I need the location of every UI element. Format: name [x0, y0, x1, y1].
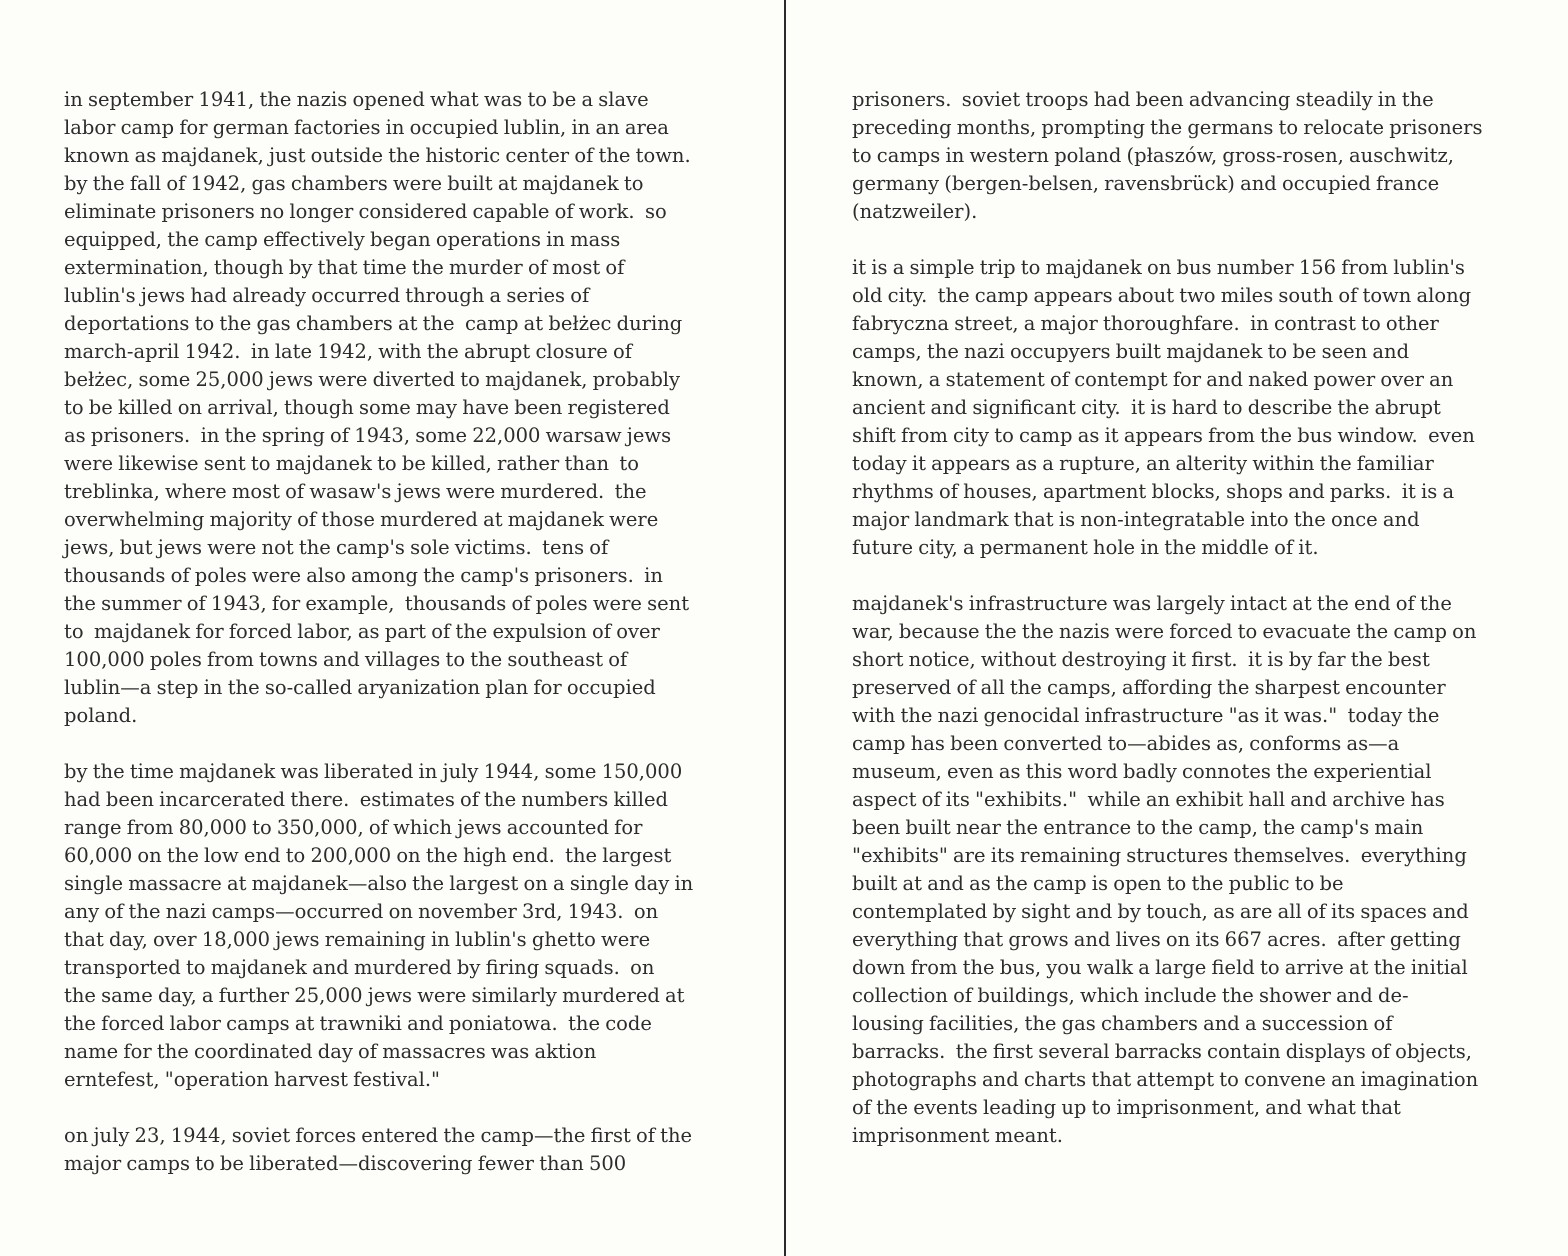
text-line: erntefest, "operation harvest festival." [64, 1068, 441, 1091]
text-line: 60,000 on the low end to 200,000 on the high end. the largest [64, 844, 672, 867]
text-line: any of the nazi camps—occurred on november 3rd, 1943. on [64, 900, 659, 923]
text-line: contemplated by sight and by touch, as are all of its spaces and [852, 900, 1469, 923]
text-line: labor camp for german factories in occupied lublin, in an area [64, 116, 669, 139]
text-line: in september 1941, the nazis opened what was to be a slave [64, 88, 649, 111]
text-line: range from 80,000 to 350,000, of which jews accounted for [64, 816, 643, 839]
text-line: short notice, without destroying it first. it is by far the best [852, 648, 1430, 671]
text-line: known as majdanek, just outside the historic center of the town. [64, 144, 691, 167]
text-line: to be killed on arrival, though some may have been registered [64, 396, 670, 419]
text-line: single massacre at majdanek—also the largest on a single day in [64, 872, 694, 895]
text-line: the same day, a further 25,000 jews were similarly murdered at [64, 984, 685, 1007]
text-line: "exhibits" are its remaining structures themselves. everything [852, 844, 1467, 867]
text-line: eliminate prisoners no longer considered capable of work. so [64, 200, 667, 223]
text-line: shift from city to camp as it appears from the bus window. even [852, 424, 1475, 447]
text-line: aspect of its "exhibits." while an exhibit hall and archive has [852, 788, 1445, 811]
text-line: by the time majdanek was liberated in july 1944, some 150,000 [64, 760, 683, 783]
text-line: known, a statement of contempt for and naked power over an [852, 368, 1454, 391]
text-line: camps, the nazi occupyers built majdanek to be seen and [852, 340, 1410, 363]
text-line: had been incarcerated there. estimates of the numbers killed [64, 788, 669, 811]
text-line: war, because the the nazis were forced to evacuate the camp on [852, 620, 1477, 643]
text-line: future city, a permanent hole in the middle of it. [852, 536, 1319, 559]
text-line: down from the bus, you walk a large field to arrive at the initial [852, 956, 1468, 979]
text-line: rhythms of houses, apartment blocks, shops and parks. it is a [852, 480, 1455, 503]
text-line: old city. the camp appears about two miles south of town along [852, 284, 1472, 307]
text-line: preceding months, prompting the germans to relocate prisoners [852, 116, 1483, 139]
text-line: thousands of poles were also among the camp's prisoners. in [64, 564, 663, 587]
text-line: jews, but jews were not the camp's sole victims. tens of [64, 536, 609, 559]
text-line: it is a simple trip to majdanek on bus number 156 from lublin's [852, 256, 1465, 279]
paragraph [852, 590, 1532, 1150]
text-line: lublin's jews had already occurred through a series of [64, 284, 590, 307]
paragraph-gap [64, 1094, 744, 1122]
paragraph-gap [852, 226, 1532, 254]
text-line: majdanek's infrastructure was largely intact at the end of the [852, 592, 1452, 615]
text-line: the summer of 1943, for example, thousands of poles were sent [64, 592, 690, 615]
text-line: photographs and charts that attempt to convene an imagination [852, 1068, 1479, 1091]
text-line: prisoners. soviet troops had been advancing steadily in the [852, 88, 1434, 111]
text-line: by the fall of 1942, gas chambers were built at majdanek to [64, 172, 644, 195]
text-line: preserved of all the camps, affording the sharpest encounter [852, 676, 1446, 699]
text-line: deportations to the gas chambers at the camp at bełżec during [64, 312, 683, 335]
paragraph [64, 86, 744, 730]
text-line: imprisonment meant. [852, 1124, 1063, 1147]
paragraph [852, 86, 1532, 226]
text-line: poland. [64, 704, 138, 727]
text-line: of the events leading up to imprisonment, and what that [852, 1096, 1401, 1119]
text-line: extermination, though by that time the murder of most of [64, 256, 625, 279]
text-line: lublin—a step in the so-called aryanization plan for occupied [64, 676, 656, 699]
text-line: overwhelming majority of those murdered at majdanek were [64, 508, 659, 531]
text-line: transported to majdanek and murdered by firing squads. on [64, 956, 655, 979]
text-line: (natzweiler). [852, 200, 978, 223]
paragraph [64, 758, 744, 1094]
text-line: ancient and significant city. it is hard to describe the abrupt [852, 396, 1441, 419]
text-line: major camps to be liberated—discovering fewer than 500 [64, 1152, 627, 1175]
text-line: bełżec, some 25,000 jews were diverted to majdanek, probably [64, 368, 681, 391]
text-line: march-april 1942. in late 1942, with the abrupt closure of [64, 340, 632, 363]
paragraph-gap [852, 562, 1532, 590]
text-line: to majdanek for forced labor, as part of the expulsion of over [64, 620, 660, 643]
text-line: barracks. the first several barracks contain displays of objects, [852, 1040, 1472, 1063]
page-divider [784, 0, 786, 1256]
text-line: major landmark that is non-integratable into the once and [852, 508, 1420, 531]
text-line: museum, even as this word badly connotes the experiential [852, 760, 1432, 783]
text-line: as prisoners. in the spring of 1943, some 22,000 warsaw jews [64, 424, 672, 447]
text-line: camp has been converted to—abides as, conforms as—a [852, 732, 1400, 755]
text-line: that day, over 18,000 jews remaining in lublin's ghetto were [64, 928, 651, 951]
paragraph-gap [64, 730, 744, 758]
text-line: everything that grows and lives on its 667 acres. after getting [852, 928, 1461, 951]
text-line: been built near the entrance to the camp, the camp's main [852, 816, 1424, 839]
text-line: treblinka, where most of wasaw's jews were murdered. the [64, 480, 647, 503]
text-line: to camps in western poland (płaszów, gross-rosen, auschwitz, [852, 144, 1454, 167]
paragraph [64, 1122, 744, 1178]
text-line: the forced labor camps at trawniki and poniatowa. the code [64, 1012, 652, 1035]
text-line: collection of buildings, which include the shower and de- [852, 984, 1409, 1007]
text-line: with the nazi genocidal infrastructure "as it was." today the [852, 704, 1440, 727]
text-line: on july 23, 1944, soviet forces entered the camp—the first of the [64, 1124, 693, 1147]
right-column [852, 86, 1532, 1150]
text-line: today it appears as a rupture, an alterity within the familiar [852, 452, 1434, 475]
text-line: were likewise sent to majdanek to be killed, rather than to [64, 452, 639, 475]
text-line: 100,000 poles from towns and villages to the southeast of [64, 648, 628, 671]
text-line: built at and as the camp is open to the public to be [852, 872, 1344, 895]
text-line: lousing facilities, the gas chambers and a succession of [852, 1012, 1393, 1035]
text-line: germany (bergen-belsen, ravensbrück) and occupied france [852, 172, 1440, 195]
text-line: name for the coordinated day of massacres was aktion [64, 1040, 597, 1063]
left-column [64, 86, 744, 1178]
paragraph [852, 254, 1532, 562]
text-line: equipped, the camp effectively began operations in mass [64, 228, 621, 251]
text-line: fabryczna street, a major thoroughfare. in contrast to other [852, 312, 1439, 335]
